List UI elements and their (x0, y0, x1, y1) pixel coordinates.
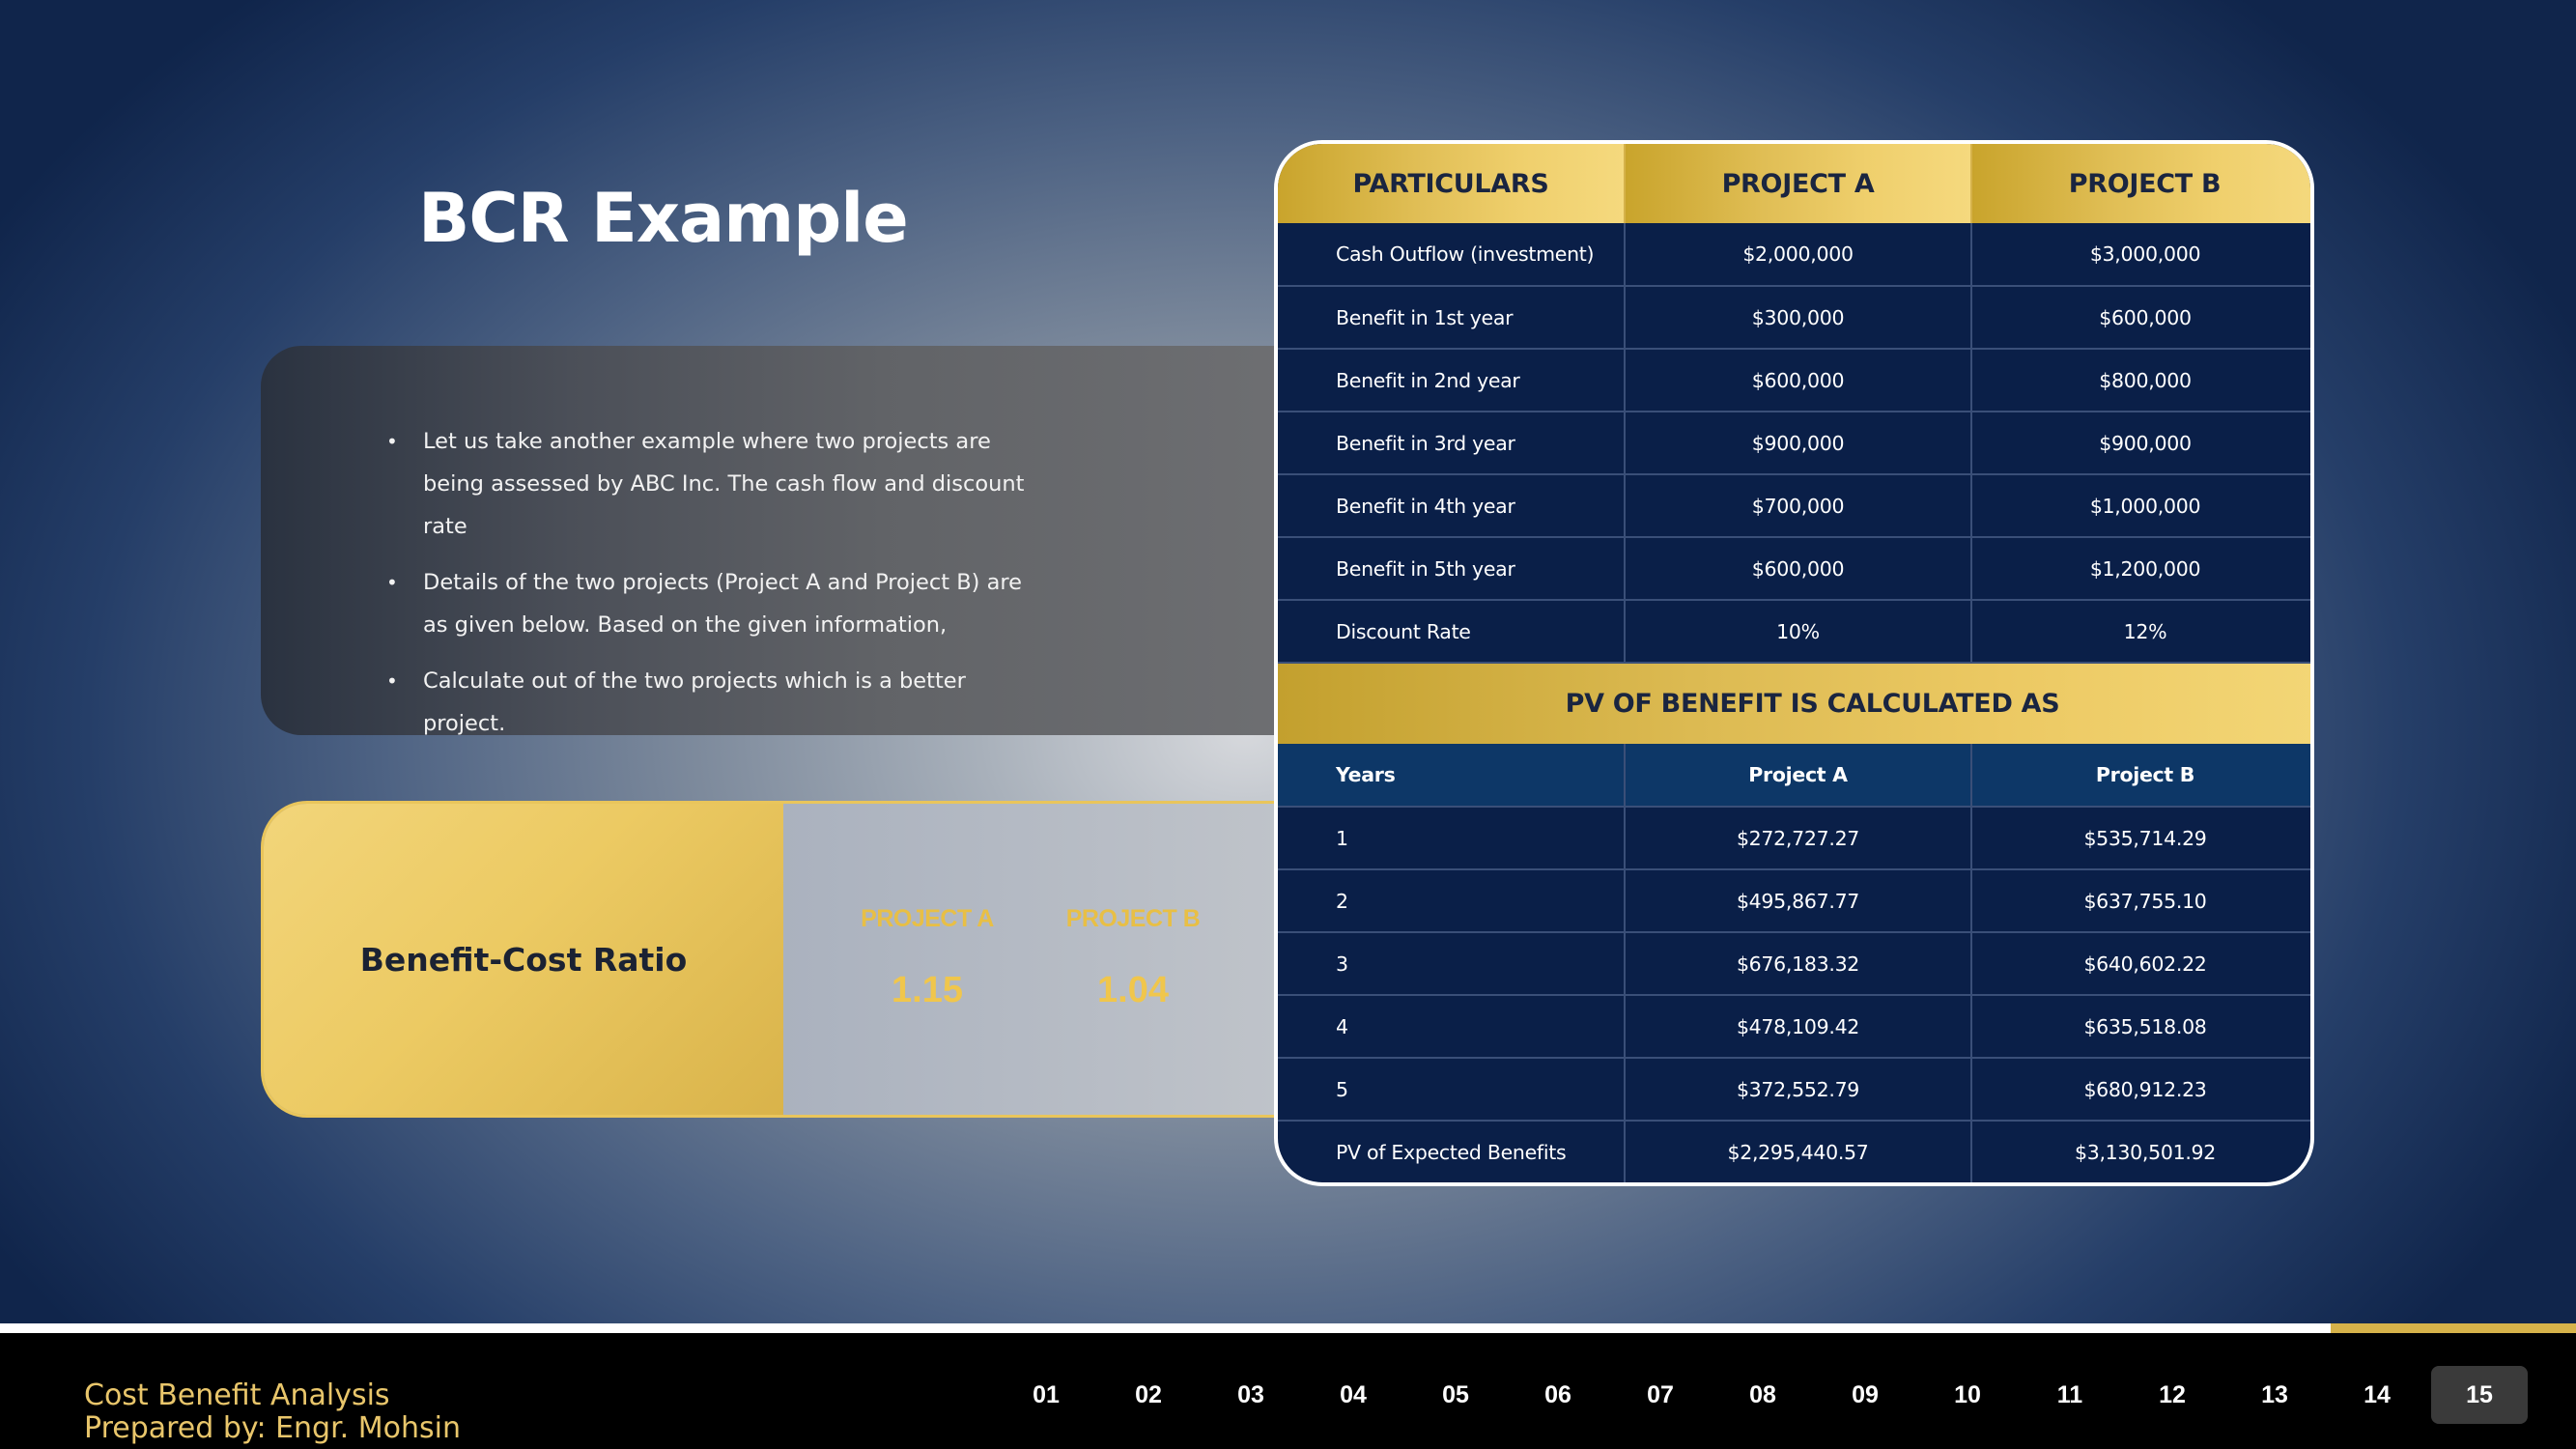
table-row (1278, 286, 2314, 349)
page-link-11[interactable]: 11 (2056, 1381, 2083, 1408)
pv-section-header (1278, 663, 2314, 744)
pv-total-row (1278, 1121, 2314, 1183)
bullet-item: • Let us take another example where two projects are being assessed by ABC Inc. The cash flow and discount rate (386, 420, 1053, 548)
table-cell: Benefit in 2nd year (1278, 349, 1625, 412)
table-cell: $600,000 (1971, 286, 2314, 349)
table-cell: $680,912.23 (1971, 1058, 2314, 1121)
table-cell: $2,295,440.57 (1625, 1121, 1971, 1183)
bcr-label: Benefit-Cost Ratio (359, 940, 688, 979)
table-header-row (1278, 144, 2314, 223)
footer-bar (0, 1333, 2576, 1449)
table-row (1278, 349, 2314, 412)
pv-section-title: PV OF BENEFIT IS CALCULATED AS (1278, 663, 2314, 744)
header-project-b: PROJECT B (1971, 144, 2314, 223)
table-row (1278, 600, 2314, 663)
table-cell: Benefit in 3rd year (1278, 412, 1625, 474)
table-cell: $300,000 (1625, 286, 1971, 349)
subheader-years: Years (1278, 744, 1625, 807)
table-cell: $900,000 (1625, 412, 1971, 474)
table-row (1278, 223, 2314, 286)
table-cell: 2 (1278, 869, 1625, 932)
page-link-08[interactable]: 08 (1749, 1381, 1776, 1408)
table-row (1278, 412, 2314, 474)
table-cell: $635,518.08 (1971, 995, 2314, 1058)
page-link-03[interactable]: 03 (1237, 1381, 1264, 1408)
table-cell: $600,000 (1625, 537, 1971, 600)
table-cell: 3 (1278, 932, 1625, 995)
table-cell: Discount Rate (1278, 600, 1625, 663)
table-cell: $900,000 (1971, 412, 2314, 474)
page-link-05[interactable]: 05 (1442, 1381, 1469, 1408)
slide-navigation (995, 1366, 2528, 1424)
page-link-06[interactable]: 06 (1544, 1381, 1571, 1408)
header-project-a: PROJECT A (1625, 144, 1971, 223)
table-cell: $3,000,000 (1971, 223, 2314, 286)
table-cell: $637,755.10 (1971, 869, 2314, 932)
bcr-result-panel (261, 801, 1304, 1118)
table-cell: $478,109.42 (1625, 995, 1971, 1058)
table-row (1278, 474, 2314, 537)
table-cell: 12% (1971, 600, 2314, 663)
table-cell: $495,867.77 (1625, 869, 1971, 932)
table-cell: $676,183.32 (1625, 932, 1971, 995)
pv-row (1278, 995, 2314, 1058)
bcr-project-b-heading: PROJECT B (1065, 905, 1201, 932)
table-cell: 1 (1278, 807, 1625, 869)
pv-row (1278, 869, 2314, 932)
bcr-project-a-value: 1.15 (892, 970, 963, 1010)
table-cell: $372,552.79 (1625, 1058, 1971, 1121)
footer-accent-line (2331, 1323, 2576, 1333)
bcr-project-a (845, 905, 1009, 1011)
table-cell: $535,714.29 (1971, 807, 2314, 869)
footer-divider (0, 1323, 2576, 1333)
subheader-project-b: Project B (1971, 744, 2314, 807)
page-link-01[interactable]: 01 (1033, 1381, 1060, 1408)
bullet-item: • Details of the two projects (Project A and Project B) are as given below. Based on the given information, (386, 561, 1053, 646)
pv-row (1278, 1058, 2314, 1121)
footer-title: Cost Benefit Analysis (84, 1378, 390, 1412)
table-cell: Benefit in 5th year (1278, 537, 1625, 600)
page-link-14[interactable]: 14 (2364, 1381, 2391, 1408)
page-link-07[interactable]: 07 (1647, 1381, 1674, 1408)
table-cell: Benefit in 4th year (1278, 474, 1625, 537)
table-cell: $1,000,000 (1971, 474, 2314, 537)
table-cell: Benefit in 1st year (1278, 286, 1625, 349)
pv-subheader-row (1278, 744, 2314, 807)
bcr-project-a-heading: PROJECT A (861, 905, 994, 932)
bcr-project-b-value: 1.04 (1097, 970, 1169, 1010)
bullet-list (386, 420, 1053, 758)
table-cell: $700,000 (1625, 474, 1971, 537)
table-cell: $272,727.27 (1625, 807, 1971, 869)
description-panel (261, 346, 1294, 735)
page-link-13[interactable]: 13 (2261, 1381, 2288, 1408)
bcr-project-b (1051, 905, 1215, 1011)
table-cell: 4 (1278, 995, 1625, 1058)
pv-row (1278, 932, 2314, 995)
table-cell: $2,000,000 (1625, 223, 1971, 286)
page-link-10[interactable]: 10 (1954, 1381, 1981, 1408)
table-cell: $1,200,000 (1971, 537, 2314, 600)
pv-row (1278, 807, 2314, 869)
page-link-02[interactable]: 02 (1135, 1381, 1162, 1408)
page-link-04[interactable]: 04 (1340, 1381, 1367, 1408)
table-cell: 5 (1278, 1058, 1625, 1121)
table-cell: $3,130,501.92 (2074, 1141, 2217, 1164)
footer-subtitle: Prepared by: Engr. Mohsin (84, 1411, 461, 1445)
page-link-09[interactable]: 09 (1852, 1381, 1879, 1408)
header-particulars: PARTICULARS (1278, 144, 1625, 223)
slide-title: BCR Example (418, 179, 908, 258)
page-link-12[interactable]: 12 (2159, 1381, 2186, 1408)
table-row (1278, 537, 2314, 600)
table-cell: Cash Outflow (investment) (1278, 223, 1625, 286)
table-cell: 10% (1625, 600, 1971, 663)
table-cell: $600,000 (1625, 349, 1971, 412)
bullet-item: • Calculate out of the two projects which is a better project. (386, 660, 1053, 745)
subheader-project-a: Project A (1625, 744, 1971, 807)
page-link-15-active[interactable]: 15 (2431, 1366, 2528, 1424)
table-cell: PV of Expected Benefits (1278, 1121, 1625, 1183)
project-data-table (1274, 140, 2314, 1186)
table-cell: $640,602.22 (1971, 932, 2314, 995)
table-cell: $800,000 (1971, 349, 2314, 412)
